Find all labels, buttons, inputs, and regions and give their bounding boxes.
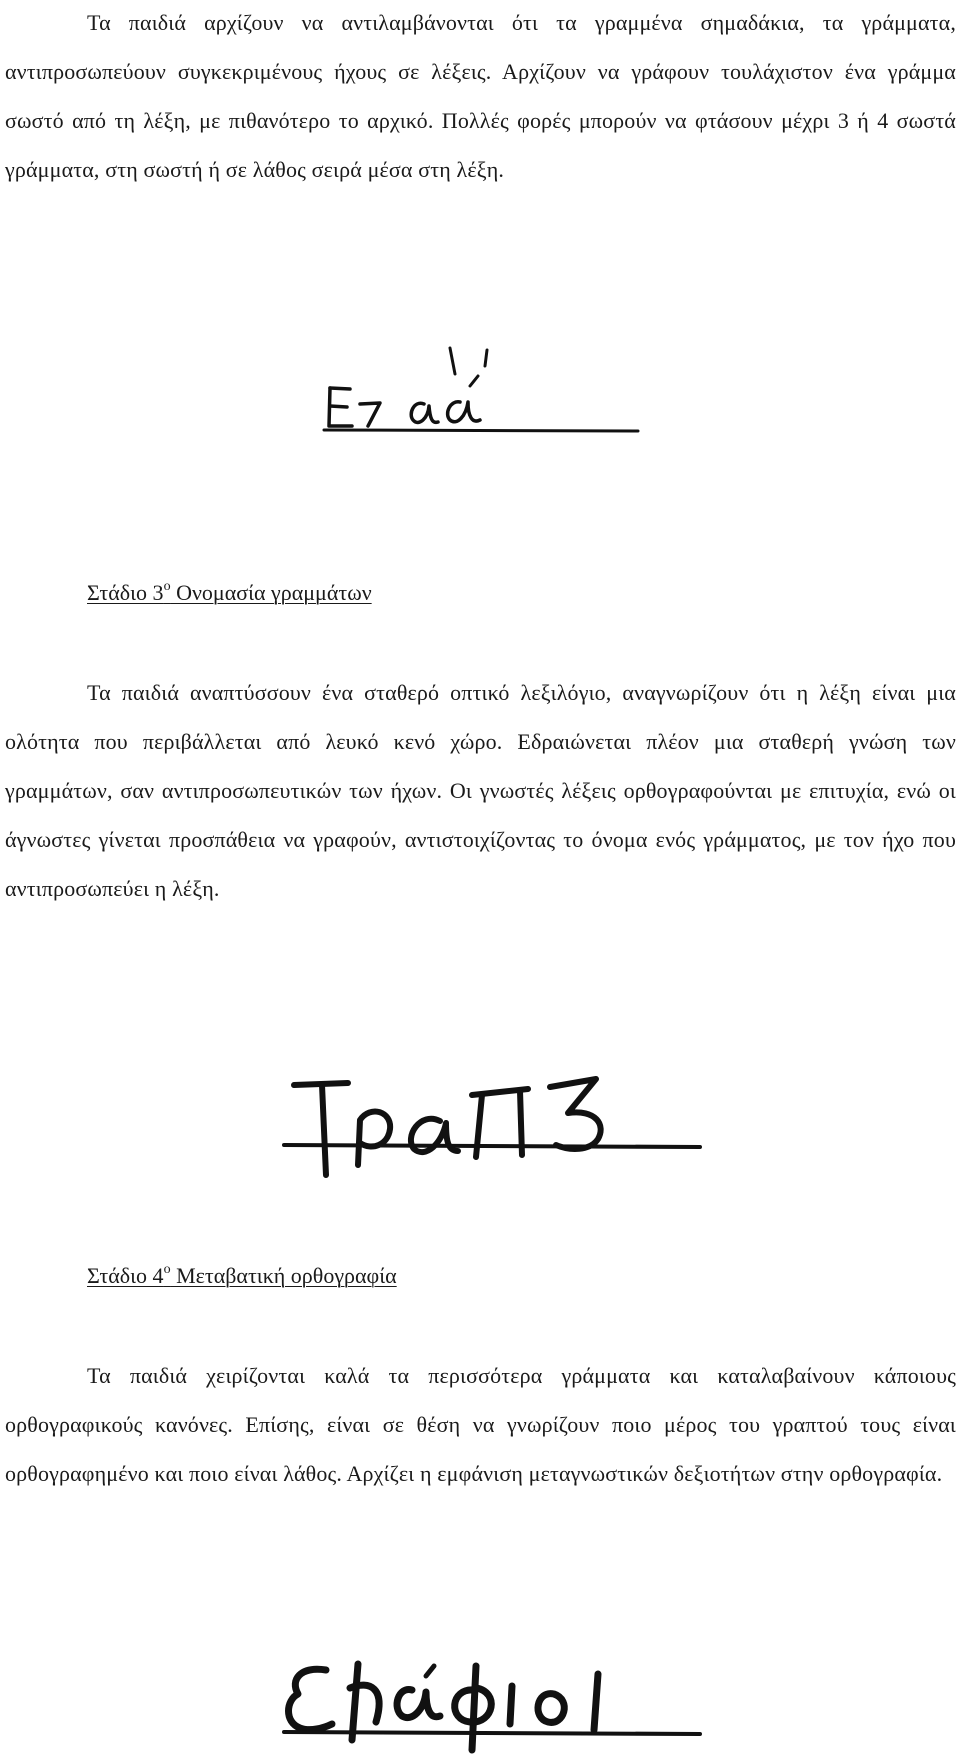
intro-text: Τα παιδιά αρχίζουν να αντιλαμβάνονται ότι τα γραμμένα σημαδάκια, τα γράμματα, αντιπροσωπεύουν συγκεκριμένους ήχους σε λέξεις. Αρχίζουν να γράφουν τουλάχιστον ένα γράμμα σωστό από τη λέξη, με πιθανότερο το αρχικό. Πολλές φορές μπορούν να φτάσουν μέχρι 3 ή 4 σωστά γράμματα, στη σωστή ή σε λάθος σειρά μέσα στη λέξη. (5, 10, 956, 182)
stage3-paragraph (5, 668, 956, 913)
stage4-paragraph (5, 1351, 956, 1498)
stage4-heading-sup: ο (163, 1261, 171, 1277)
stage3-heading-sup: ο (163, 578, 171, 594)
stage3-text: Τα παιδιά αναπτύσσουν ένα σταθερό οπτικό λεξιλόγιο, αναγνωρίζουν ότι η λέξη είναι μια ολότητα που περιβάλλεται από λευκό κενό χώρο. Εδραιώνεται πλέον μια σταθερή γνώση των γραμμάτων, σαν αντιπροσωπευτικών των ήχων. Οι γνωστές λέξεις ορθογραφούνται με επιτυχία, ενώ οι άγνωστες γίνεται προσπάθεια να γραφούν, αντιστοιχίζοντας το όνομα ενός γράμματος, με τον ήχο που αντιπροσωπεύει η λέξη. (5, 680, 956, 901)
stage3-heading (87, 578, 372, 608)
intro-paragraph (5, 0, 956, 194)
stage4-heading (87, 1261, 397, 1291)
stage4-text: Τα παιδιά χειρίζονται καλά τα περισσότερα γράμματα και καταλαβαίνουν κάποιους ορθογραφικούς κανόνες. Επίσης, είναι σε θέση να γνωρίζουν ποιο μέρος του γραπτού τους είναι ορθογραφημένο και ποιο είναι λάθος. Αρχίζει η εμφάνιση μεταγνωστικών δεξιοτήτων στην ορθογραφία. (5, 1363, 956, 1486)
stage3-heading-title: Ονομασία γραμμάτων (170, 580, 372, 605)
handwriting-sample-first (320, 330, 640, 440)
handwriting-sample-third (280, 1650, 720, 1758)
handwriting-sample-second (280, 1065, 720, 1185)
stage4-heading-prefix: Στάδιο 4 (87, 1263, 164, 1288)
stage3-heading-prefix: Στάδιο 3 (87, 580, 164, 605)
stage4-heading-title: Μεταβατική ορθογραφία (170, 1263, 397, 1288)
